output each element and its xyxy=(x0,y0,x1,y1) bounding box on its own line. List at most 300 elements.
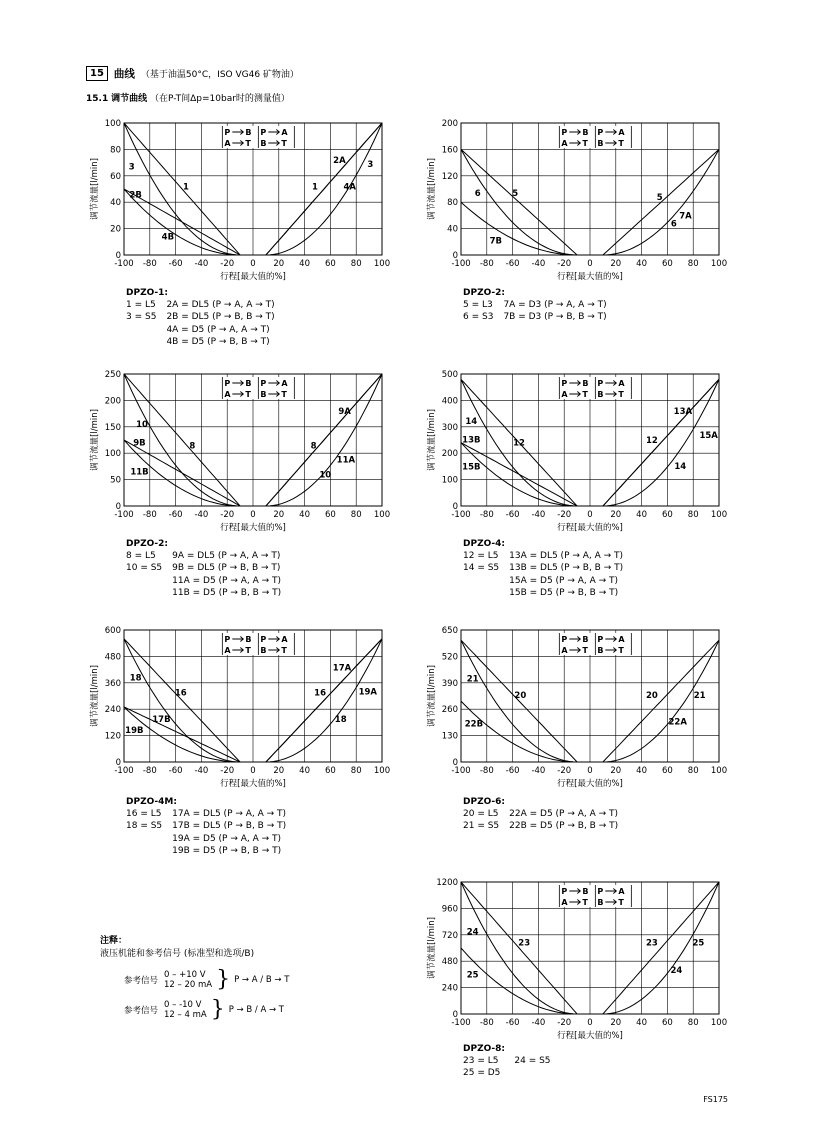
x-axis-label: 行程[最大值的%] xyxy=(220,523,286,533)
y-tick-label: 0 xyxy=(115,758,121,768)
x-tick-label: -80 xyxy=(479,510,494,520)
symbol-port-label: B xyxy=(582,128,589,137)
section-header xyxy=(86,66,299,81)
symbol-port-label: B xyxy=(245,635,252,644)
chart-dpzo-4 xyxy=(423,366,728,542)
curve-17A xyxy=(266,639,382,762)
legend-entry: 10 = S5 xyxy=(126,563,163,574)
brace-icon: } xyxy=(210,997,225,1022)
legend-entry: 22A = D5 (P → A, A → T) xyxy=(509,809,619,820)
x-tick-label: 100 xyxy=(710,510,728,520)
x-tick-label: 0 xyxy=(587,1018,593,1028)
symbol-port-label: B xyxy=(582,635,589,644)
legend-entry: 19B = D5 (P → B, B → T) xyxy=(172,845,282,856)
symbol-port-label: P xyxy=(260,128,267,137)
y-tick-label: 200 xyxy=(441,119,458,129)
x-tick-label: 60 xyxy=(661,1018,673,1028)
symbol-port-label: T xyxy=(582,139,588,148)
y-tick-label: 1200 xyxy=(436,878,458,888)
legend-dpzo-8 xyxy=(463,1043,551,1080)
curve-label: 12 xyxy=(645,436,658,446)
symbol-port-label: T xyxy=(618,390,624,399)
chart-dpzo-4m xyxy=(86,622,391,798)
symbol-port-label: B xyxy=(245,128,252,137)
symbol-port-label: A xyxy=(224,646,231,655)
x-tick-label: -80 xyxy=(479,766,494,776)
x-tick-label: -60 xyxy=(168,259,183,269)
symbol-port-label: T xyxy=(245,139,251,148)
x-tick-label: -100 xyxy=(114,259,134,269)
symbol-port-label: A xyxy=(281,635,288,644)
spool-symbol xyxy=(220,377,294,399)
legend-entry: 1 = L5 xyxy=(126,300,156,311)
spool-symbol xyxy=(557,126,631,148)
symbol-port-label: A xyxy=(561,390,568,399)
symbol-port-label: A xyxy=(561,898,568,907)
y-axis-label: 调节流量[l/min] xyxy=(427,917,437,979)
y-tick-label: 120 xyxy=(441,171,458,182)
y-tick-label: 600 xyxy=(104,626,121,636)
y-tick-label: 200 xyxy=(441,449,458,460)
curve-label: 14 xyxy=(674,461,687,472)
x-tick-label: 0 xyxy=(250,766,256,776)
curve-label: 23 xyxy=(518,938,531,949)
symbol-port-label: A xyxy=(281,128,288,137)
curve-label: 16 xyxy=(174,688,187,699)
x-tick-label: 20 xyxy=(610,1018,622,1028)
legend-entry: 21 = S5 xyxy=(463,821,500,832)
legend-entry: 12 = L5 xyxy=(463,551,499,562)
x-tick-label: 60 xyxy=(324,259,336,269)
legend-entry: 3 = S5 xyxy=(126,312,157,323)
y-tick-label: 40 xyxy=(110,198,121,209)
symbol-port-label: B xyxy=(245,379,252,388)
spool-symbol xyxy=(557,885,631,907)
symbol-port-label: A xyxy=(618,635,625,644)
symbol-port-label: P xyxy=(224,635,231,644)
symbol-port-label: B xyxy=(582,887,589,896)
curve-label: 1 xyxy=(182,182,189,193)
x-tick-label: 0 xyxy=(587,259,593,269)
y-axis-label: 调节流量[l/min] xyxy=(427,665,437,727)
curve-label: 9B xyxy=(133,438,146,449)
reference-signal-1 xyxy=(124,967,290,992)
y-tick-label: 0 xyxy=(115,251,121,261)
reference-signal-2 xyxy=(124,997,284,1022)
x-tick-label: 100 xyxy=(373,259,391,269)
y-tick-label: 0 xyxy=(452,758,458,768)
symbol-port-label: P xyxy=(260,635,267,644)
x-tick-label: 0 xyxy=(587,510,593,520)
x-tick-label: 20 xyxy=(273,259,285,269)
x-tick-label: -80 xyxy=(479,259,494,269)
x-tick-label: 0 xyxy=(587,766,593,776)
signal-label: 参考信号 xyxy=(124,1006,159,1016)
signal-result: P → B / A → T xyxy=(228,1005,284,1015)
curve-label: 13A xyxy=(673,406,693,417)
x-tick-label: -100 xyxy=(451,1018,471,1028)
x-tick-label: 80 xyxy=(350,259,362,269)
x-tick-label: -20 xyxy=(557,766,572,776)
chart-svg xyxy=(86,622,391,794)
curve-13B xyxy=(461,443,577,506)
subsection-number: 15.1 xyxy=(86,94,109,104)
legend-entry: 17A = DL5 (P → A, A → T) xyxy=(172,809,287,820)
symbol-port-label: T xyxy=(281,139,287,148)
symbol-port-label: T xyxy=(582,898,588,907)
symbol-port-label: A xyxy=(618,128,625,137)
note-title: 注释： xyxy=(100,936,128,946)
x-tick-label: 80 xyxy=(350,510,362,520)
x-tick-label: -60 xyxy=(505,259,520,269)
curve-label: 1 xyxy=(311,182,318,193)
legend-entry: 4A = D5 (P → A, A → T) xyxy=(166,324,270,335)
x-axis-label: 行程[最大值的%] xyxy=(557,1031,623,1041)
symbol-port-label: T xyxy=(618,898,624,907)
symbol-port-label: T xyxy=(245,390,251,399)
legend-entry: 17B = DL5 (P → B, B → T) xyxy=(172,821,287,832)
x-tick-label: 0 xyxy=(250,259,256,269)
signal-label: 参考信号 xyxy=(124,976,159,986)
legend-entry: 11A = D5 (P → A, A → T) xyxy=(172,575,282,586)
note-block xyxy=(100,935,254,961)
curve-label: 21 xyxy=(693,690,706,701)
y-tick-label: 200 xyxy=(104,396,121,407)
symbol-port-label: B xyxy=(260,390,267,399)
symbol-port-label: P xyxy=(224,128,231,137)
curve-label: 4A xyxy=(343,182,356,193)
curve-label: 25 xyxy=(466,970,479,981)
x-tick-label: -60 xyxy=(505,1018,520,1028)
legend-entry: 9A = DL5 (P → A, A → T) xyxy=(172,551,281,562)
curve-label: 23 xyxy=(645,938,658,949)
x-tick-label: -80 xyxy=(479,1018,494,1028)
x-tick-label: -60 xyxy=(168,510,183,520)
x-tick-label: 20 xyxy=(610,259,622,269)
curve-label: 10 xyxy=(319,470,332,481)
chart-dpzo-2-b xyxy=(86,366,391,542)
curve-label: 22B xyxy=(464,719,484,730)
chart-svg xyxy=(86,366,391,538)
x-tick-label: 60 xyxy=(324,510,336,520)
x-tick-label: -20 xyxy=(557,259,572,269)
symbol-port-label: T xyxy=(245,646,251,655)
legend-entry: 24 = S5 xyxy=(514,1056,551,1067)
brace-icon: } xyxy=(216,967,231,992)
x-tick-label: 100 xyxy=(373,766,391,776)
subsection-header xyxy=(86,91,290,104)
y-tick-label: 240 xyxy=(441,983,458,994)
y-tick-label: 960 xyxy=(441,904,458,915)
curve-label: 17A xyxy=(332,663,352,674)
subsection-note: （在P-T间Δp=10bar时的测量值） xyxy=(149,94,290,104)
symbol-port-label: P xyxy=(561,635,568,644)
curve-label: 15A xyxy=(699,431,718,442)
y-tick-label: 480 xyxy=(441,957,458,968)
legend-title: DPZO-2: xyxy=(126,539,169,549)
symbol-port-label: P xyxy=(260,379,267,388)
legend-dpzo-1 xyxy=(126,287,275,348)
y-tick-label: 480 xyxy=(104,652,121,663)
chart-svg xyxy=(423,622,728,794)
legend-title: DPZO-6: xyxy=(463,797,506,807)
y-tick-label: 20 xyxy=(110,224,121,235)
symbol-port-label: B xyxy=(597,898,604,907)
legend-entry: 13A = DL5 (P → A, A → T) xyxy=(509,551,624,562)
signal-range-voltage: 0 – +10 V xyxy=(164,970,206,980)
y-tick-label: 50 xyxy=(110,475,121,486)
curve-label: 24 xyxy=(670,966,683,976)
legend-entry: 11B = D5 (P → B, B → T) xyxy=(172,587,282,598)
curve-label: 2A xyxy=(333,155,346,166)
symbol-port-label: P xyxy=(597,887,604,896)
y-tick-label: 240 xyxy=(104,705,121,716)
legend-entry: 6 = S3 xyxy=(463,312,494,323)
curve-label: 25 xyxy=(692,938,705,949)
x-tick-label: -100 xyxy=(451,259,471,269)
y-tick-label: 100 xyxy=(104,449,121,460)
subsection-title: 调节曲线 xyxy=(111,94,148,104)
curve-label: 7A xyxy=(679,211,692,222)
legend-entry: 20 = L5 xyxy=(463,809,499,820)
curve-label: 20 xyxy=(514,690,527,701)
legend-entry: 18 = S5 xyxy=(126,821,163,832)
legend-title: DPZO-4M: xyxy=(126,797,177,807)
legend-entry: 23 = L5 xyxy=(463,1056,499,1067)
x-tick-label: -40 xyxy=(194,510,209,520)
legend-entry: 5 = L3 xyxy=(463,300,493,311)
legend-dpzo-6 xyxy=(463,796,618,833)
x-tick-label: 80 xyxy=(350,766,362,776)
symbol-port-label: T xyxy=(281,646,287,655)
x-tick-label: 80 xyxy=(687,1018,699,1028)
x-tick-label: -40 xyxy=(194,259,209,269)
x-axis-label: 行程[最大值的%] xyxy=(557,272,623,282)
symbol-port-label: B xyxy=(597,139,604,148)
y-tick-label: 0 xyxy=(115,502,121,512)
x-tick-label: 80 xyxy=(687,510,699,520)
symbol-port-label: T xyxy=(618,139,624,148)
spool-symbol xyxy=(557,633,631,655)
symbol-port-label: T xyxy=(582,390,588,399)
symbol-port-label: P xyxy=(561,887,568,896)
chart-dpzo-2-a xyxy=(423,115,728,291)
x-tick-label: 20 xyxy=(273,510,285,520)
x-tick-label: 60 xyxy=(324,766,336,776)
y-tick-label: 400 xyxy=(441,396,458,407)
curve-label: 6 xyxy=(670,219,677,230)
legend-entry: 7B = D3 (P → B, B → T) xyxy=(503,312,607,323)
legend-dpzo-2-a xyxy=(463,287,607,324)
x-tick-label: -80 xyxy=(142,259,157,269)
y-tick-label: 250 xyxy=(104,370,121,380)
symbol-port-label: A xyxy=(224,390,231,399)
y-tick-label: 0 xyxy=(452,1010,458,1020)
y-tick-label: 40 xyxy=(447,224,458,235)
x-tick-label: -80 xyxy=(142,766,157,776)
legend-dpzo-2-b xyxy=(126,538,281,599)
symbol-port-label: P xyxy=(561,128,568,137)
curve-label: 4B xyxy=(161,232,175,243)
x-tick-label: -40 xyxy=(531,510,546,520)
x-tick-label: 40 xyxy=(299,510,311,520)
legend-entry: 19A = D5 (P → A, A → T) xyxy=(172,833,282,844)
curve-label: 6 xyxy=(474,188,481,199)
x-tick-label: 0 xyxy=(250,510,256,520)
legend-entry: 2B = DL5 (P → B, B → T) xyxy=(166,312,275,323)
spool-symbol xyxy=(557,377,631,399)
legend-entry: 16 = L5 xyxy=(126,809,162,820)
x-tick-label: 20 xyxy=(273,766,285,776)
chart-dpzo-1 xyxy=(86,115,391,291)
symbol-port-label: B xyxy=(582,379,589,388)
x-tick-label: -100 xyxy=(114,766,134,776)
y-tick-label: 500 xyxy=(441,370,458,380)
legend-title: DPZO-1: xyxy=(126,288,169,298)
page-code: FS175 xyxy=(703,1095,728,1104)
y-axis-label: 调节流量[l/min] xyxy=(90,158,100,220)
legend-entry: 7A = D3 (P → A, A → T) xyxy=(503,300,607,311)
y-tick-label: 160 xyxy=(441,145,458,156)
spool-symbol xyxy=(220,126,294,148)
curve-label: 8 xyxy=(310,441,317,452)
signal-range-current: 12 – 20 mA xyxy=(164,980,213,990)
x-tick-label: 100 xyxy=(710,1018,728,1028)
curve-label: 24 xyxy=(466,927,479,938)
symbol-port-label: A xyxy=(618,887,625,896)
legend-entry: 4B = D5 (P → B, B → T) xyxy=(166,336,270,347)
symbol-port-label: T xyxy=(281,390,287,399)
y-tick-label: 80 xyxy=(110,145,121,156)
x-tick-label: 100 xyxy=(373,510,391,520)
curve-label: 10 xyxy=(136,420,148,431)
symbol-port-label: A xyxy=(561,139,568,148)
curve-label: 13B xyxy=(462,435,481,446)
symbol-port-label: P xyxy=(597,128,604,137)
curve-label: 19B xyxy=(125,726,144,737)
x-tick-label: 60 xyxy=(661,259,673,269)
signal-range-voltage: 0 – -10 V xyxy=(164,1000,202,1010)
symbol-port-label: B xyxy=(260,139,267,148)
symbol-port-label: P xyxy=(224,379,231,388)
y-tick-label: 520 xyxy=(441,652,458,663)
symbol-port-label: B xyxy=(597,646,604,655)
x-tick-label: 20 xyxy=(610,510,622,520)
y-axis-label: 调节流量[l/min] xyxy=(427,158,437,220)
x-tick-label: 40 xyxy=(636,510,648,520)
curve-label: 14 xyxy=(465,416,478,427)
symbol-port-label: P xyxy=(597,635,604,644)
legend-entry: 9B = DL5 (P → B, B → T) xyxy=(172,563,281,574)
section-title: 曲线 xyxy=(113,68,135,80)
curve-label: 20 xyxy=(645,690,658,701)
x-tick-label: 40 xyxy=(299,259,311,269)
curve-label: 19A xyxy=(358,687,378,698)
y-tick-label: 360 xyxy=(104,678,121,689)
y-axis-label: 调节流量[l/min] xyxy=(90,665,100,727)
legend-entry: 2A = DL5 (P → A, A → T) xyxy=(166,300,275,311)
y-axis-label: 调节流量[l/min] xyxy=(427,409,437,471)
curve-label: 12 xyxy=(513,438,525,449)
legend-entry: 22B = D5 (P → B, B → T) xyxy=(509,821,619,832)
y-tick-label: 0 xyxy=(452,251,458,261)
x-tick-label: 100 xyxy=(710,259,728,269)
curve-label: 16 xyxy=(314,688,327,699)
x-tick-label: 40 xyxy=(636,259,648,269)
curve-label: 15B xyxy=(462,462,481,473)
curve-label: 21 xyxy=(466,674,479,685)
symbol-port-label: B xyxy=(597,390,604,399)
y-tick-label: 300 xyxy=(441,422,458,433)
signal-result: P → A / B → T xyxy=(234,975,290,985)
x-tick-label: 80 xyxy=(687,259,699,269)
y-tick-label: 100 xyxy=(441,475,458,486)
x-tick-label: 100 xyxy=(710,766,728,776)
x-tick-label: 60 xyxy=(661,510,673,520)
section-subtitle: （基于油温50°C，ISO VG46 矿物油） xyxy=(140,70,299,80)
x-tick-label: 80 xyxy=(687,766,699,776)
legend-entry: 13B = DL5 (P → B, B → T) xyxy=(509,563,624,574)
x-tick-label: -100 xyxy=(114,510,134,520)
symbol-port-label: A xyxy=(618,379,625,388)
legend-entry: 14 = S5 xyxy=(463,563,500,574)
symbol-port-label: A xyxy=(224,139,231,148)
legend-entry: 25 = D5 xyxy=(463,1068,501,1079)
x-axis-label: 行程[最大值的%] xyxy=(220,272,286,282)
spool-symbol xyxy=(220,633,294,655)
curve-label: 3 xyxy=(128,162,135,173)
x-tick-label: -20 xyxy=(557,510,572,520)
curve-label: 22A xyxy=(668,717,687,728)
legend-dpzo-4 xyxy=(463,538,623,599)
y-tick-label: 130 xyxy=(441,731,458,742)
legend-title: DPZO-4: xyxy=(463,539,506,549)
y-tick-label: 260 xyxy=(441,705,458,716)
x-tick-label: -100 xyxy=(451,510,471,520)
x-tick-label: 40 xyxy=(636,766,648,776)
curve-label: 5 xyxy=(656,192,663,203)
note-line: 液压机能和参考信号 (标准型和选项/B) xyxy=(100,949,255,959)
x-tick-label: -20 xyxy=(220,766,235,776)
x-tick-label: -100 xyxy=(451,766,471,776)
x-tick-label: -80 xyxy=(142,510,157,520)
symbol-port-label: A xyxy=(281,379,288,388)
legend-title: DPZO-2: xyxy=(463,288,506,298)
y-tick-label: 150 xyxy=(104,422,121,433)
curve-label: 2B xyxy=(129,190,142,201)
x-tick-label: -40 xyxy=(194,766,209,776)
x-tick-label: 40 xyxy=(636,1018,648,1028)
y-axis-label: 调节流量[l/min] xyxy=(90,409,100,471)
legend-entry: 8 = L5 xyxy=(126,551,156,562)
legend-entry: 15A = D5 (P → A, A → T) xyxy=(509,575,619,586)
curve-label: 8 xyxy=(189,441,196,452)
x-tick-label: -40 xyxy=(531,766,546,776)
y-tick-label: 60 xyxy=(110,171,121,182)
x-tick-label: -60 xyxy=(168,766,183,776)
x-tick-label: 20 xyxy=(610,766,622,776)
y-tick-label: 100 xyxy=(104,119,121,129)
curve-20 xyxy=(603,640,719,762)
chart-dpzo-8 xyxy=(423,874,728,1050)
x-tick-label: 40 xyxy=(299,766,311,776)
section-number: 15 xyxy=(86,66,108,81)
curve-label: 11B xyxy=(130,467,149,478)
x-tick-label: -20 xyxy=(220,259,235,269)
chart-svg xyxy=(86,115,391,287)
symbol-port-label: A xyxy=(561,646,568,655)
curve-label: 9A xyxy=(338,406,351,417)
